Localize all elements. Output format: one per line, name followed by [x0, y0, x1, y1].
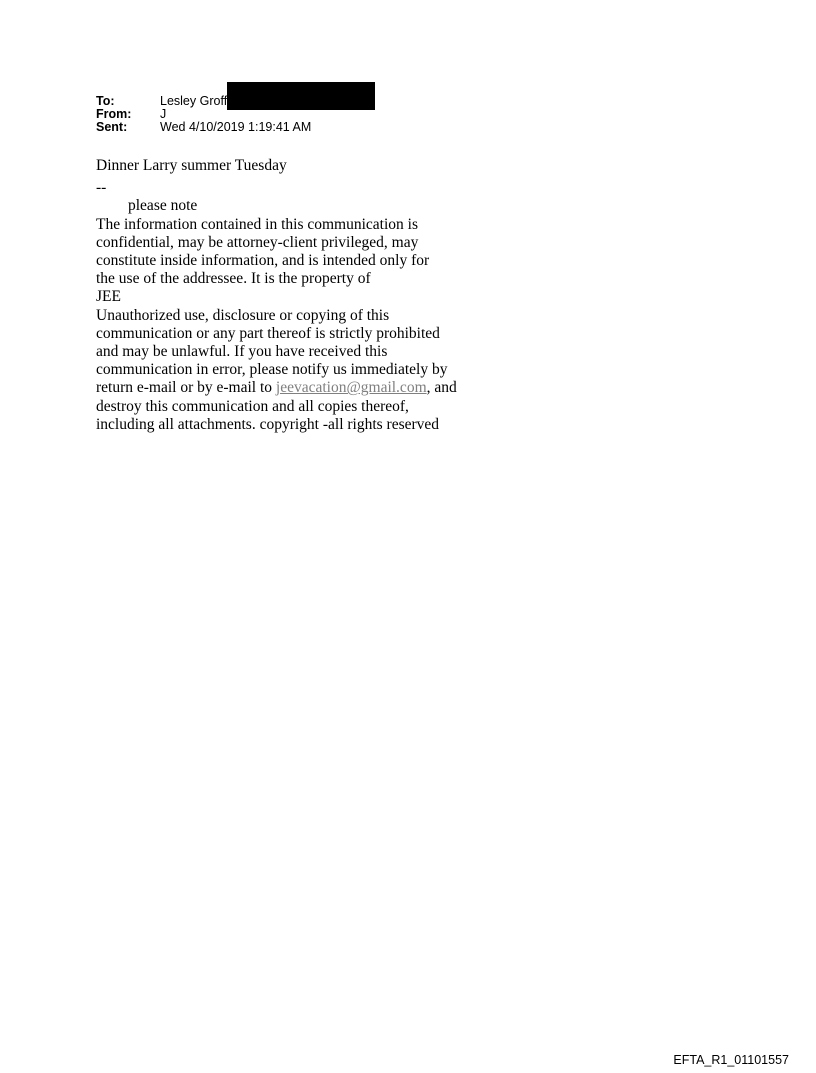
sent-label: Sent: — [96, 120, 128, 134]
email-link[interactable]: jeevacation@gmail.com — [275, 379, 427, 397]
from-value: J — [160, 107, 167, 121]
disclaimer-line: the use of the addressee. It is the property of — [96, 270, 371, 288]
disclaimer-line: JEE — [96, 288, 121, 306]
disclaimer-line: confidential, may be attorney-client privileged, may — [96, 233, 419, 251]
sent-row — [96, 121, 375, 134]
disclaimer-line: and may be unlawful. If you have received this — [96, 343, 388, 361]
disclaimer-line: communication in error, please notify us immediately by — [96, 361, 448, 379]
to-row — [96, 95, 375, 108]
disclaimer-line: including all attachments. copyright -all rights reserved — [96, 415, 440, 433]
disclaimer-line: The information contained in this communication is — [96, 215, 418, 233]
from-label: From: — [96, 107, 132, 121]
separator: -- — [96, 179, 107, 197]
disclaimer-line: communication or any part thereof is strictly prohibited — [96, 324, 440, 342]
return-line-prefix: return e-mail or by e-mail to — [96, 379, 276, 397]
email-header — [96, 95, 375, 134]
document-id: EFTA_R1_01101557 — [673, 1053, 789, 1067]
return-line-suffix: , and — [426, 379, 457, 397]
to-value: Lesley Groff — [160, 94, 228, 108]
to-label: To: — [96, 94, 115, 108]
redaction-box — [227, 82, 375, 110]
return-email-line — [96, 379, 496, 397]
sent-value: Wed 4/10/2019 1:19:41 AM — [160, 120, 312, 134]
note-heading: please note — [128, 197, 198, 215]
email-body — [96, 157, 496, 434]
subject-line: Dinner Larry summer Tuesday — [96, 157, 287, 174]
disclaimer-line: destroy this communication and all copies thereof, — [96, 397, 409, 415]
disclaimer-line: Unauthorized use, disclosure or copying of this — [96, 306, 390, 324]
disclaimer-line: constitute inside information, and is intended only for — [96, 252, 430, 270]
